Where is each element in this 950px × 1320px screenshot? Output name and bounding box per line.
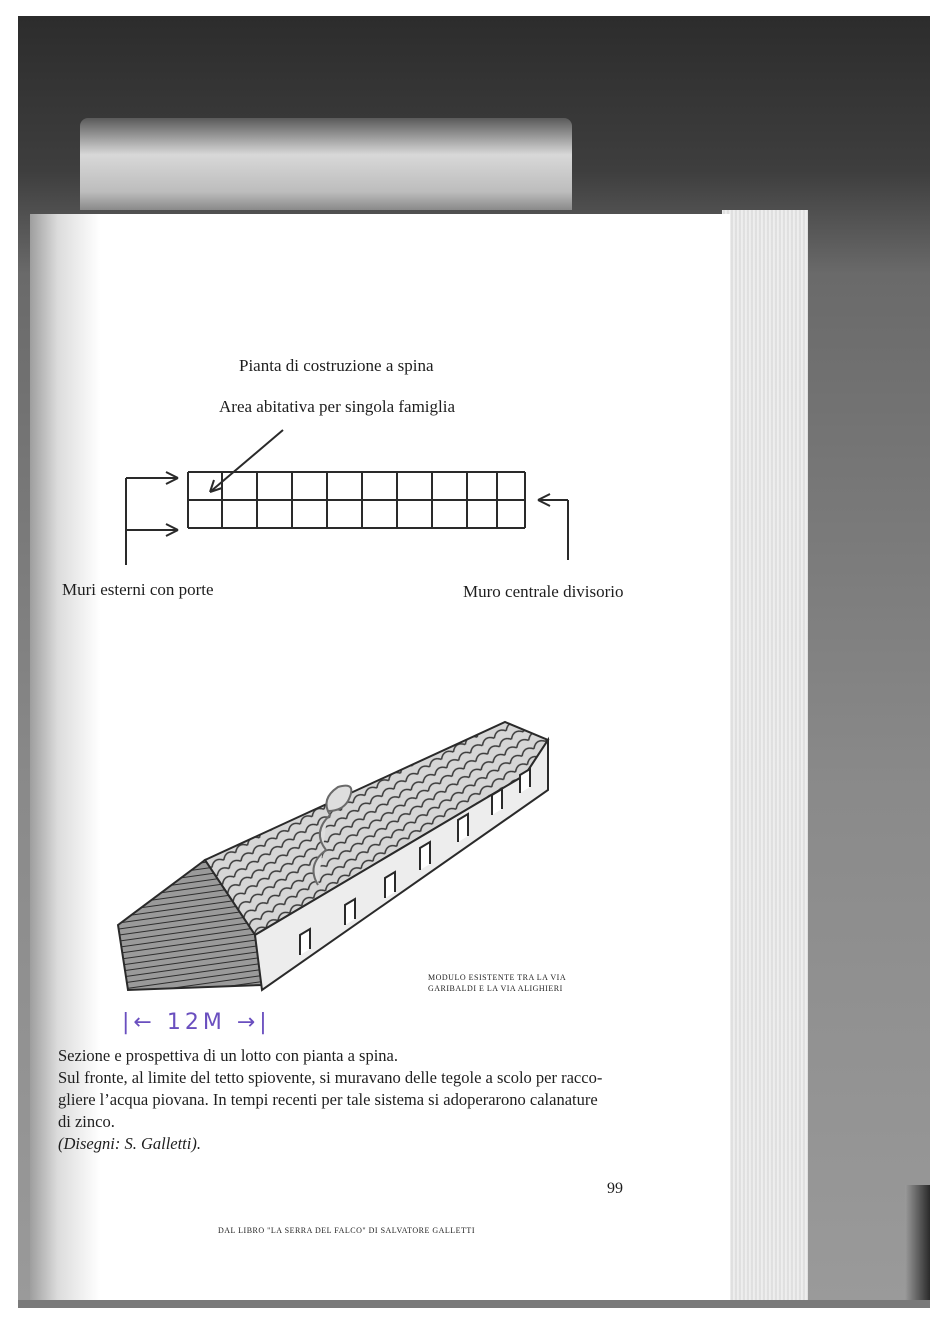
caption-line-3: gliere l’acqua piovana. In tempi recenti per tale sistema si adoperarono calanature bbox=[58, 1090, 598, 1109]
caption-paragraph bbox=[58, 1045, 658, 1155]
label-exterior-walls: Muri esterni con porte bbox=[62, 580, 214, 599]
drawing-credit: (Disegni: S. Galletti). bbox=[58, 1134, 201, 1153]
caption-line-4: di zinco. bbox=[58, 1112, 115, 1131]
caption-line-1: Sezione e prospettiva di un lotto con pianta a spina. bbox=[58, 1046, 398, 1065]
drawing-caption-line-2: GARIBALDI E LA VIA ALIGHIERI bbox=[428, 984, 563, 993]
plan-subtitle: Area abitativa per singola famiglia bbox=[219, 397, 456, 416]
plan-title: Pianta di costruzione a spina bbox=[239, 356, 434, 375]
page-number: 99 bbox=[607, 1180, 623, 1197]
source-footer: DAL LIBRO "LA SERRA DEL FALCO" DI SALVATORE GALLETTI bbox=[218, 1226, 475, 1235]
drawing-caption-line-1: MODULO ESISTENTE TRA LA VIA bbox=[428, 973, 567, 982]
drawing-caption bbox=[428, 972, 566, 994]
caption-line-2: Sul fronte, al limite del tetto spiovente, si muravano delle tegole a scolo per racco- bbox=[58, 1068, 603, 1087]
handwritten-dimension-note: |← 12M →| bbox=[122, 1010, 271, 1035]
label-central-wall: Muro centrale divisorio bbox=[463, 582, 624, 601]
